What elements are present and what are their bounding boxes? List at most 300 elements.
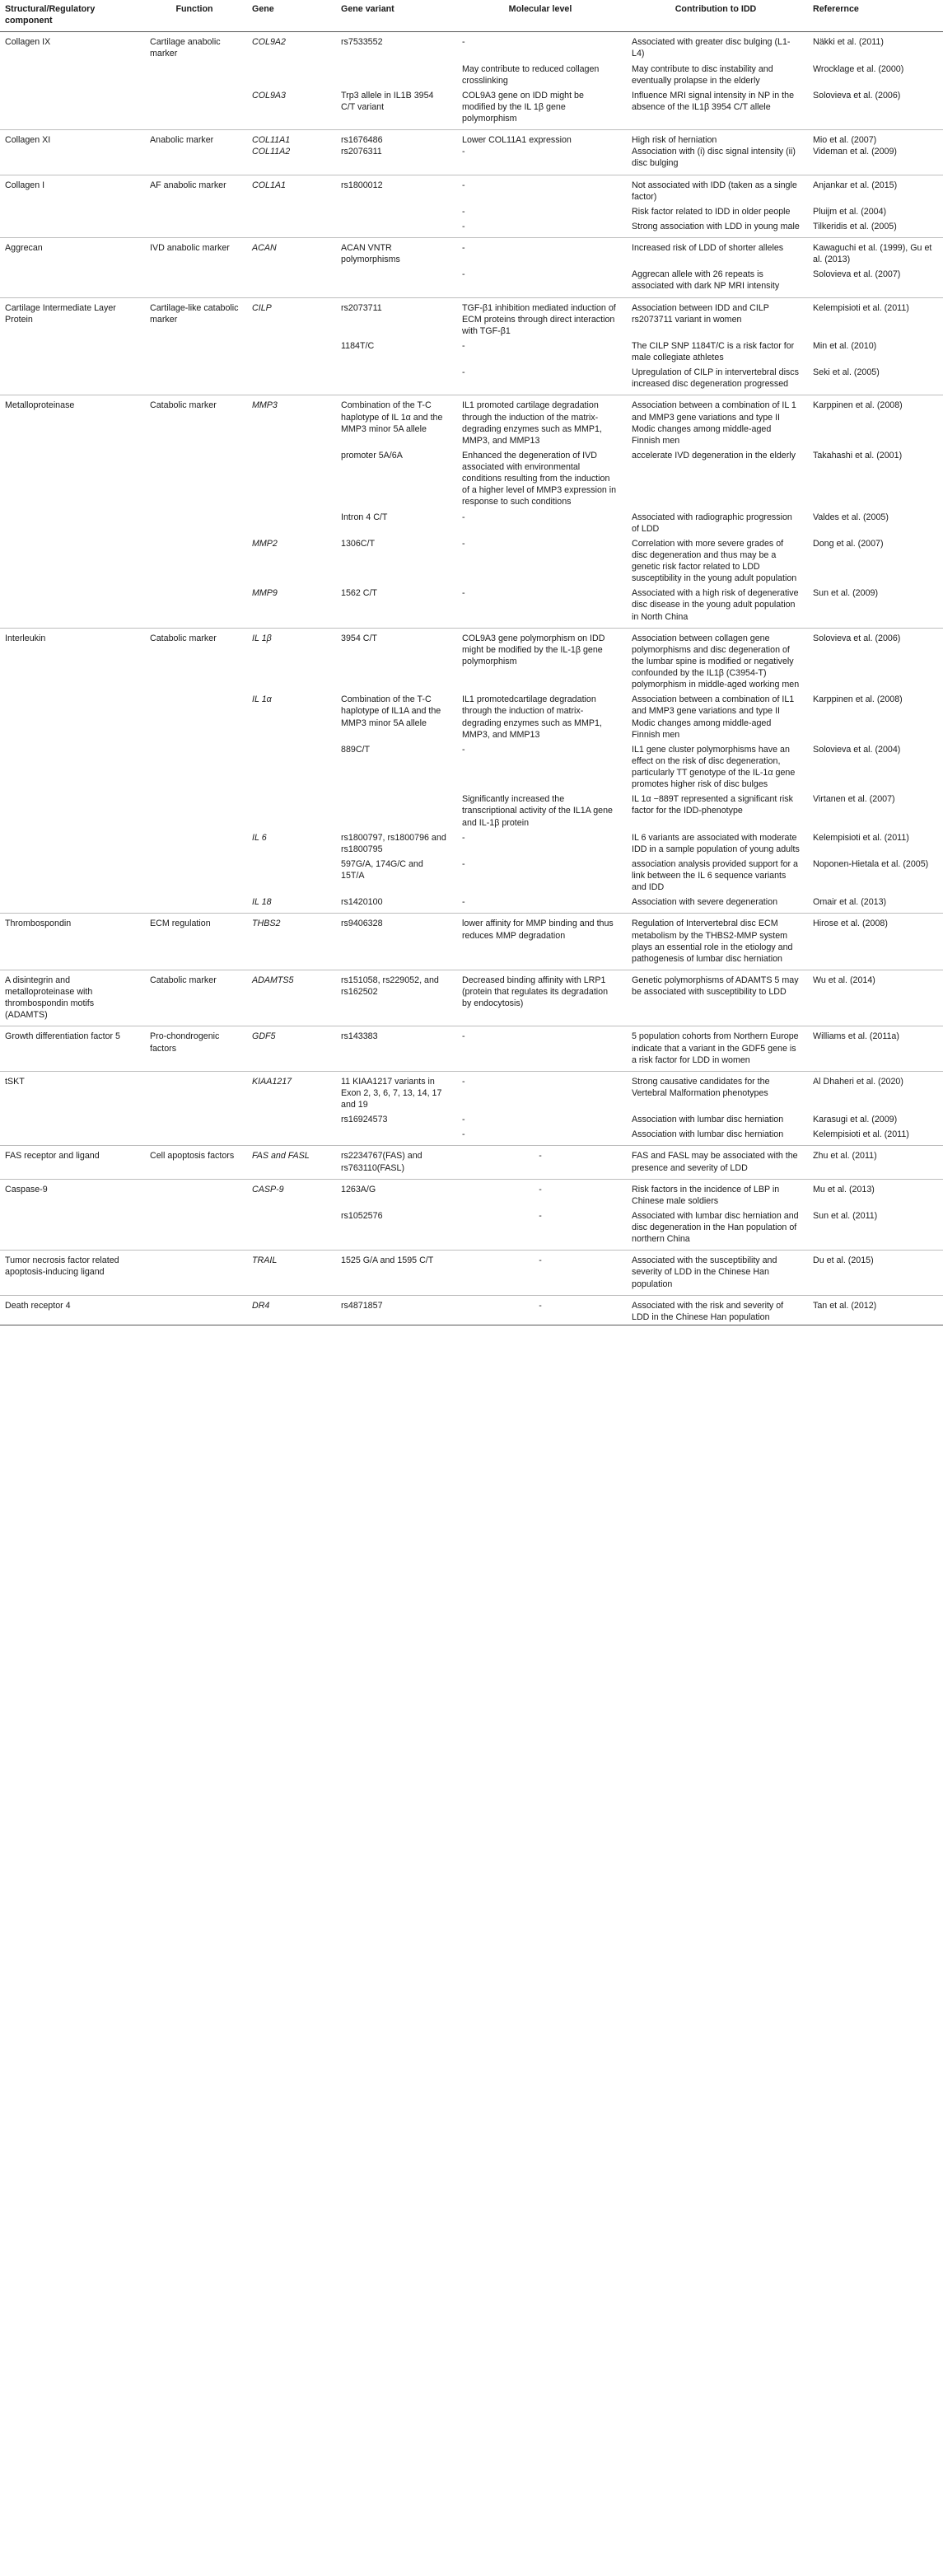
cell-component bbox=[0, 857, 145, 895]
table-row bbox=[0, 1209, 943, 1251]
cell-contribution bbox=[627, 830, 808, 857]
cell-molecular bbox=[457, 914, 627, 970]
cell-component bbox=[0, 586, 145, 628]
header-function: Function bbox=[145, 0, 247, 32]
cell-molecular-text: - bbox=[539, 1255, 542, 1266]
cell-contribution-text: May contribute to disc instability and eventually prolapse in the elderly bbox=[632, 63, 773, 86]
cell-contribution-text: Association with lumbar disc herniation bbox=[632, 1115, 784, 1125]
cell-component bbox=[0, 792, 145, 830]
cell-component-text: Growth differentiation factor 5 bbox=[5, 1031, 121, 1042]
cell-function bbox=[145, 1146, 247, 1179]
cell-gene bbox=[247, 297, 336, 339]
cell-reference bbox=[808, 970, 943, 1026]
cell-reference-text: Hirose et al. (2008) bbox=[813, 919, 888, 929]
cell-contribution bbox=[627, 792, 808, 830]
cell-variant bbox=[336, 62, 457, 88]
cell-gene bbox=[247, 914, 336, 970]
cell-component bbox=[0, 204, 145, 219]
cell-gene bbox=[247, 1071, 336, 1112]
cell-variant-text: 597G/A, 174G/C and 15T/A bbox=[341, 858, 423, 881]
cell-component bbox=[0, 510, 145, 536]
cell-function-text: Anabolic marker bbox=[150, 135, 214, 146]
cell-contribution bbox=[627, 267, 808, 297]
cell-variant-text: rs7533552 bbox=[341, 37, 383, 48]
cell-gene bbox=[247, 1026, 336, 1071]
table-row bbox=[0, 692, 943, 742]
cell-molecular-text: - bbox=[462, 206, 465, 217]
cell-variant bbox=[336, 857, 457, 895]
cell-molecular bbox=[457, 395, 627, 448]
cell-component bbox=[0, 914, 145, 970]
header-contribution: Contribution to IDD bbox=[627, 0, 808, 32]
cell-contribution-text: Associated with the susceptibility and severity of LDD in the Chinese Han population bbox=[632, 1255, 777, 1289]
cell-gene bbox=[247, 339, 336, 365]
cell-contribution-text: 5 population cohorts from Northern Europe indicate that a variant in the GDF5 gene is a risk factor for LDD in women bbox=[632, 1031, 799, 1065]
cell-contribution bbox=[627, 895, 808, 914]
table-row bbox=[0, 339, 943, 365]
table-row bbox=[0, 1251, 943, 1295]
cell-variant-text: rs1676486 bbox=[341, 135, 383, 146]
cell-variant bbox=[336, 1251, 457, 1295]
cell-molecular bbox=[457, 204, 627, 219]
cell-contribution bbox=[627, 536, 808, 587]
table-body bbox=[0, 32, 943, 1325]
table-row bbox=[0, 970, 943, 1026]
cell-contribution bbox=[627, 586, 808, 628]
cell-molecular-text: - bbox=[462, 744, 465, 755]
cell-reference-text: Virtanen et al. (2007) bbox=[813, 794, 895, 805]
cell-component bbox=[0, 536, 145, 587]
cell-molecular-text: - bbox=[462, 1115, 465, 1125]
cell-contribution-text: FAS and FASL may be associated with the presence and severity of LDD bbox=[632, 1151, 798, 1173]
cell-gene bbox=[247, 32, 336, 62]
cell-molecular bbox=[457, 1112, 627, 1127]
cell-component bbox=[0, 395, 145, 448]
cell-molecular bbox=[457, 1026, 627, 1071]
cell-molecular-text: - bbox=[462, 1076, 465, 1087]
cell-function bbox=[145, 510, 247, 536]
cell-variant bbox=[336, 219, 457, 238]
cell-molecular bbox=[457, 267, 627, 297]
table-row bbox=[0, 1127, 943, 1146]
cell-gene-text: COL9A3 bbox=[252, 90, 286, 101]
table-row bbox=[0, 1295, 943, 1325]
cell-function bbox=[145, 267, 247, 297]
cell-variant bbox=[336, 1295, 457, 1325]
cell-variant-text: rs1800012 bbox=[341, 180, 383, 190]
cell-molecular-text: - bbox=[462, 340, 465, 351]
cell-contribution-text: Correlation with more severe grades of disc degeneration and thus may be a genetic risk factor related to LDD susceptibility in the young adult population bbox=[632, 538, 797, 584]
cell-contribution bbox=[627, 1071, 808, 1112]
cell-reference bbox=[808, 297, 943, 339]
table-row bbox=[0, 297, 943, 339]
cell-reference-text: Tan et al. (2012) bbox=[813, 1300, 877, 1311]
cell-component-text: A disintegrin and metalloproteinase with thrombospondin motifs (ADAMTS) bbox=[5, 975, 95, 1021]
cell-molecular-text: - bbox=[462, 180, 465, 190]
cell-molecular-text: Enhanced the degeneration of IVD associated with environmental conditions resulting from the induction of a higher level of MMP3 expression in response to such conditions bbox=[462, 450, 617, 507]
table-row bbox=[0, 130, 943, 175]
cell-contribution bbox=[627, 1251, 808, 1295]
cell-component bbox=[0, 1112, 145, 1127]
cell-variant bbox=[336, 32, 457, 62]
cell-reference-text: Williams et al. (2011a) bbox=[813, 1031, 899, 1042]
cell-variant-text: 1562 C/T bbox=[341, 588, 377, 599]
cell-reference-text: Karppinen et al. (2008) bbox=[813, 400, 903, 411]
cell-reference-text: Mio et al. (2007) bbox=[813, 135, 877, 146]
cell-reference bbox=[808, 267, 943, 297]
cell-molecular bbox=[457, 175, 627, 204]
cell-reference bbox=[808, 62, 943, 88]
cell-reference bbox=[808, 88, 943, 130]
cell-component bbox=[0, 1179, 145, 1209]
cell-contribution-text: Risk factor related to IDD in older people bbox=[632, 206, 791, 217]
cell-contribution-text: Aggrecan allele with 26 repeats is associated with dark NP MRI intensity bbox=[632, 269, 780, 292]
cell-gene bbox=[247, 970, 336, 1026]
cell-gene bbox=[247, 830, 336, 857]
cell-reference bbox=[808, 692, 943, 742]
cell-reference bbox=[808, 792, 943, 830]
cell-reference-text: Min et al. (2010) bbox=[813, 340, 877, 351]
cell-contribution bbox=[627, 219, 808, 238]
cell-molecular-text: Significantly increased the transcriptional activity of the IL1A gene and IL-1β protein bbox=[462, 794, 613, 828]
table-row bbox=[0, 1071, 943, 1112]
cell-gene bbox=[247, 586, 336, 628]
cell-variant-text: promoter 5A/6A bbox=[341, 450, 403, 461]
table-row bbox=[0, 895, 943, 914]
cell-reference-text: Solovieva et al. (2006) bbox=[813, 90, 901, 101]
cell-molecular-text: - bbox=[462, 1129, 465, 1140]
cell-function bbox=[145, 792, 247, 830]
cell-reference-text: Näkki et al. (2011) bbox=[813, 37, 884, 48]
cell-function-text: Catabolic marker bbox=[150, 400, 217, 411]
cell-reference bbox=[808, 1209, 943, 1251]
cell-contribution-text: Strong association with LDD in young male bbox=[632, 221, 800, 231]
cell-gene bbox=[247, 175, 336, 204]
cell-function bbox=[145, 395, 247, 448]
cell-molecular bbox=[457, 219, 627, 238]
cell-function bbox=[145, 1179, 247, 1209]
cell-component bbox=[0, 1127, 145, 1146]
cell-contribution bbox=[627, 628, 808, 692]
cell-gene bbox=[247, 692, 336, 742]
cell-function bbox=[145, 628, 247, 692]
cell-contribution bbox=[627, 62, 808, 88]
cell-contribution bbox=[627, 1127, 808, 1146]
cell-variant-text: 1525 G/A and 1595 C/T bbox=[341, 1255, 434, 1266]
cell-function bbox=[145, 448, 247, 510]
cell-reference bbox=[808, 510, 943, 536]
cell-variant bbox=[336, 970, 457, 1026]
cell-component bbox=[0, 1295, 145, 1325]
cell-contribution-text: Association between collagen gene polymorphisms and disc degeneration of the lumbar spine is modified or negatively confounded by the IL1β (C3954-T) polymorphism in middle-aged working men bbox=[632, 633, 800, 690]
table-row bbox=[0, 204, 943, 219]
cell-component bbox=[0, 297, 145, 339]
cell-gene bbox=[247, 130, 336, 175]
cell-molecular-text: - bbox=[539, 1184, 542, 1194]
cell-contribution-text: Association between a combination of IL1 and MMP3 gene variations and type II Modic changes among middle-aged Finnish men bbox=[632, 694, 795, 740]
cell-variant-text: rs143383 bbox=[341, 1031, 378, 1042]
cell-reference bbox=[808, 895, 943, 914]
cell-molecular bbox=[457, 586, 627, 628]
cell-variant bbox=[336, 1209, 457, 1251]
cell-variant bbox=[336, 238, 457, 268]
cell-variant bbox=[336, 204, 457, 219]
header-reference: Referernce bbox=[808, 0, 943, 32]
cell-contribution bbox=[627, 175, 808, 204]
cell-contribution bbox=[627, 692, 808, 742]
cell-component-text: Caspase-9 bbox=[5, 1184, 48, 1194]
cell-gene bbox=[247, 857, 336, 895]
cell-function bbox=[145, 62, 247, 88]
cell-component bbox=[0, 62, 145, 88]
cell-contribution-text: The CILP SNP 1184T/C is a risk factor for male collegiate athletes bbox=[632, 340, 795, 362]
cell-component-text: Interleukin bbox=[5, 633, 46, 643]
cell-variant-text: rs1052576 bbox=[341, 1210, 383, 1221]
cell-contribution-text: IL 6 variants are associated with moderate IDD in a sample population of young adults bbox=[632, 832, 800, 854]
cell-function bbox=[145, 895, 247, 914]
cell-component bbox=[0, 88, 145, 130]
cell-contribution bbox=[627, 857, 808, 895]
cell-gene bbox=[247, 1146, 336, 1179]
cell-gene bbox=[247, 742, 336, 792]
table-row bbox=[0, 32, 943, 62]
cell-function bbox=[145, 742, 247, 792]
cell-molecular-text: - bbox=[462, 858, 465, 869]
header-molecular: Molecular level bbox=[457, 0, 627, 32]
cell-molecular bbox=[457, 1071, 627, 1112]
cell-contribution-text: Strong causative candidates for the Vertebral Malformation phenotypes bbox=[632, 1076, 770, 1098]
cell-contribution bbox=[627, 204, 808, 219]
cell-function-text: IVD anabolic marker bbox=[150, 243, 230, 253]
table-row bbox=[0, 628, 943, 692]
cell-reference-text: Solovieva et al. (2004) bbox=[813, 744, 901, 755]
cell-component-text: Aggrecan bbox=[5, 243, 43, 253]
cell-contribution-text: Association between IDD and CILP rs2073711 variant in women bbox=[632, 302, 769, 325]
cell-contribution-text: Risk factors in the incidence of LBP in Chinese male soldiers bbox=[632, 1184, 780, 1206]
cell-function-text: Catabolic marker bbox=[150, 975, 217, 985]
cell-molecular bbox=[457, 1209, 627, 1251]
cell-variant-text: 11 KIAA1217 variants in Exon 2, 3, 6, 7, 13, 14, 17 and 19 bbox=[341, 1076, 442, 1110]
cell-reference-text: Karasugi et al. (2009) bbox=[813, 1115, 898, 1125]
cell-function-text: Cartilage-like catabolic marker bbox=[150, 302, 239, 325]
cell-reference bbox=[808, 130, 943, 175]
cell-contribution bbox=[627, 238, 808, 268]
cell-component bbox=[0, 1209, 145, 1251]
header-component: Structural/Regulatory component bbox=[0, 0, 145, 32]
cell-reference-text: Seki et al. (2005) bbox=[813, 367, 880, 378]
cell-variant-text: rs9406328 bbox=[341, 919, 383, 929]
cell-gene-text: COL11A1 bbox=[252, 135, 291, 146]
cell-component bbox=[0, 365, 145, 395]
cell-reference bbox=[808, 1251, 943, 1295]
cell-gene-text: ACAN bbox=[252, 243, 277, 253]
cell-gene bbox=[247, 1179, 336, 1209]
cell-molecular-text: - bbox=[462, 832, 465, 843]
table-row bbox=[0, 536, 943, 587]
cell-component bbox=[0, 692, 145, 742]
cell-reference bbox=[808, 742, 943, 792]
cell-reference-text: Du et al. (2015) bbox=[813, 1255, 874, 1266]
table-row bbox=[0, 742, 943, 792]
cell-function-text: Catabolic marker bbox=[150, 633, 217, 643]
cell-reference bbox=[808, 339, 943, 365]
cell-variant bbox=[336, 742, 457, 792]
cell-reference-text: Omair et al. (2013) bbox=[813, 897, 887, 908]
cell-function-text: ECM regulation bbox=[150, 919, 211, 929]
table-row bbox=[0, 792, 943, 830]
table-row bbox=[0, 238, 943, 268]
cell-molecular bbox=[457, 62, 627, 88]
cell-molecular bbox=[457, 742, 627, 792]
cell-variant-text: rs2076311 bbox=[341, 147, 382, 157]
cell-gene bbox=[247, 510, 336, 536]
cell-contribution bbox=[627, 742, 808, 792]
cell-gene bbox=[247, 88, 336, 130]
cell-function bbox=[145, 1071, 247, 1112]
cell-variant bbox=[336, 1071, 457, 1112]
table-row bbox=[0, 586, 943, 628]
cell-contribution-text: High risk of herniation bbox=[632, 135, 717, 146]
cell-function bbox=[145, 692, 247, 742]
cell-component bbox=[0, 830, 145, 857]
cell-molecular-text: - bbox=[462, 243, 465, 253]
cell-contribution-text: association analysis provided support for a link between the IL 6 sequence variants and IDD bbox=[632, 858, 798, 893]
cell-reference-text: Pluijm et al. (2004) bbox=[813, 206, 887, 217]
cell-reference-text: Solovieva et al. (2007) bbox=[813, 269, 901, 280]
cell-molecular-text: - bbox=[462, 367, 465, 378]
cell-molecular bbox=[457, 1127, 627, 1146]
cell-gene bbox=[247, 365, 336, 395]
cell-function bbox=[145, 130, 247, 175]
cell-variant bbox=[336, 448, 457, 510]
cell-reference-text: Takahashi et al. (2001) bbox=[813, 450, 903, 461]
cell-contribution bbox=[627, 32, 808, 62]
cell-molecular bbox=[457, 792, 627, 830]
cell-component-text: Collagen I bbox=[5, 180, 45, 190]
cell-molecular-text: Lower COL11A1 expression bbox=[462, 135, 572, 146]
cell-contribution bbox=[627, 297, 808, 339]
cell-component-text: Cartilage Intermediate Layer Protein bbox=[5, 302, 116, 325]
cell-reference bbox=[808, 204, 943, 219]
cell-variant-text: 889C/T bbox=[341, 744, 371, 755]
cell-reference-text: Kelempisioti et al. (2011) bbox=[813, 1129, 909, 1140]
cell-molecular-text: - bbox=[462, 147, 465, 157]
cell-contribution bbox=[627, 914, 808, 970]
cell-reference-text: Solovieva et al. (2006) bbox=[813, 633, 901, 643]
cell-variant-text: 1184T/C bbox=[341, 340, 375, 351]
cell-function bbox=[145, 339, 247, 365]
cell-molecular bbox=[457, 238, 627, 268]
cell-gene-text: CILP bbox=[252, 302, 272, 313]
table-row bbox=[0, 88, 943, 130]
cell-variant-text: rs2234767(FAS) and rs763110(FASL) bbox=[341, 1151, 422, 1173]
cell-contribution bbox=[627, 448, 808, 510]
cell-contribution bbox=[627, 395, 808, 448]
cell-variant bbox=[336, 692, 457, 742]
cell-function bbox=[145, 365, 247, 395]
cell-reference bbox=[808, 857, 943, 895]
cell-contribution-text: Associated with greater disc bulging (L1-L4) bbox=[632, 37, 791, 59]
cell-reference bbox=[808, 175, 943, 204]
cell-molecular-text: - bbox=[462, 897, 465, 908]
cell-molecular-text: - bbox=[462, 588, 465, 599]
cell-variant bbox=[336, 510, 457, 536]
cell-molecular-text: - bbox=[462, 538, 465, 549]
cell-gene bbox=[247, 448, 336, 510]
cell-component bbox=[0, 267, 145, 297]
cell-component bbox=[0, 339, 145, 365]
cell-contribution bbox=[627, 130, 808, 175]
cell-contribution-text: Increased risk of LDD of shorter alleles bbox=[632, 243, 784, 253]
cell-component-text: Death receptor 4 bbox=[5, 1300, 71, 1311]
cell-variant-text: 1306C/T bbox=[341, 538, 375, 549]
cell-function bbox=[145, 204, 247, 219]
cell-component bbox=[0, 32, 145, 62]
cell-gene-text: THBS2 bbox=[252, 919, 281, 929]
cell-variant bbox=[336, 586, 457, 628]
cell-function bbox=[145, 88, 247, 130]
cell-molecular-text: - bbox=[539, 1300, 542, 1311]
cell-molecular-text: IL1 promotedcartilage degradation through the induction of matrix-degrading enzymes such as MMP1, MMP3, and MMP13 bbox=[462, 694, 602, 740]
cell-variant bbox=[336, 88, 457, 130]
cell-variant bbox=[336, 1179, 457, 1209]
cell-reference bbox=[808, 1295, 943, 1325]
cell-variant-text: rs16924573 bbox=[341, 1115, 388, 1125]
cell-contribution-text: Associated with the risk and severity of LDD in the Chinese Han population bbox=[632, 1300, 784, 1322]
cell-variant-text: rs2073711 bbox=[341, 302, 382, 313]
cell-function bbox=[145, 914, 247, 970]
cell-gene bbox=[247, 395, 336, 448]
cell-component bbox=[0, 238, 145, 268]
cell-reference-text: Wu et al. (2014) bbox=[813, 975, 875, 985]
cell-molecular bbox=[457, 297, 627, 339]
cell-reference bbox=[808, 586, 943, 628]
cell-reference bbox=[808, 914, 943, 970]
cell-variant-text: Intron 4 C/T bbox=[341, 512, 388, 522]
cell-reference-text: Sun et al. (2009) bbox=[813, 588, 879, 599]
table-row bbox=[0, 267, 943, 297]
cell-contribution bbox=[627, 1295, 808, 1325]
cell-contribution bbox=[627, 510, 808, 536]
cell-reference bbox=[808, 32, 943, 62]
cell-gene-text: MMP2 bbox=[252, 538, 278, 549]
cell-variant bbox=[336, 395, 457, 448]
cell-variant bbox=[336, 914, 457, 970]
table-header bbox=[0, 0, 943, 32]
table-row bbox=[0, 1179, 943, 1209]
cell-function bbox=[145, 1127, 247, 1146]
cell-function-text: Cartilage anabolic marker bbox=[150, 37, 221, 59]
cell-contribution bbox=[627, 1146, 808, 1179]
cell-gene-text: MMP3 bbox=[252, 400, 278, 411]
cell-gene-text: COL11A2 bbox=[252, 147, 291, 157]
cell-component-text: FAS receptor and ligand bbox=[5, 1151, 100, 1162]
cell-gene-text: IL 1β bbox=[252, 633, 272, 643]
table-row bbox=[0, 914, 943, 970]
cell-function bbox=[145, 175, 247, 204]
cell-variant bbox=[336, 175, 457, 204]
cell-component bbox=[0, 1026, 145, 1071]
cell-variant-text: Combination of the T-C haplotype of IL1A and the MMP3 minor 5A allele bbox=[341, 694, 441, 728]
cell-molecular-text: - bbox=[462, 37, 465, 48]
header-variant: Gene variant bbox=[336, 0, 457, 32]
cell-function bbox=[145, 586, 247, 628]
cell-contribution bbox=[627, 1026, 808, 1071]
cell-contribution-text: Association with lumbar disc herniation bbox=[632, 1129, 784, 1140]
cell-contribution-text: IL1 gene cluster polymorphisms have an effect on the risk of disc degeneration, particularly TT genotype of the IL-1α gene promotes higher risk of disc bulges bbox=[632, 744, 796, 790]
cell-reference-text: Kelempisioti et al. (2011) bbox=[813, 832, 909, 843]
cell-contribution-text: Regulation of Intervertebral disc ECM metabolism by the THBS2-MMP system plays an essential role in the etiology and pathogenesis of lumbar disc herniation bbox=[632, 919, 793, 964]
